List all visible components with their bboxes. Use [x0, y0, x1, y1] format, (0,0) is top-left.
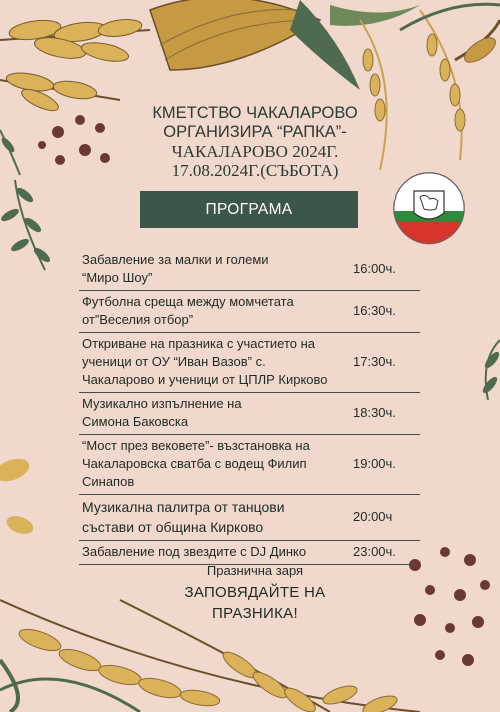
- description-line: Музикална палитра от танцови: [82, 499, 285, 515]
- schedule-description: [82, 497, 344, 537]
- schedule-description: [82, 335, 344, 389]
- description-line: състави от община Кирково: [82, 519, 264, 535]
- program-heading: ПРОГРАМА: [140, 191, 358, 228]
- event-title: [130, 104, 380, 180]
- description-line: Музикално изпълнение на: [82, 396, 242, 411]
- schedule-row: [79, 333, 420, 393]
- schedule-description: [82, 395, 344, 431]
- schedule-time: 19:00ч.: [353, 456, 396, 471]
- description-line: Симона Баковска: [82, 414, 189, 429]
- title-line-3: ЧАКАЛАРОВО 2024Г.: [171, 142, 339, 161]
- schedule-time: 18:30ч.: [353, 405, 396, 420]
- description-line: Чакаларово и ученици от ЦПЛР Кирково: [82, 372, 328, 387]
- leaf-right-icon: [481, 340, 500, 400]
- schedule-description: [82, 251, 344, 287]
- schedule-description: [82, 293, 344, 329]
- schedule-time: 23:00ч.: [353, 544, 396, 559]
- schedule-row: [79, 435, 420, 495]
- description-line: Откриване на празника с участието на: [82, 336, 316, 351]
- description-line: Забавление под звездите с DJ Динко: [82, 544, 307, 559]
- title-line-2: ОРГАНИЗИРА “РАПКА”-: [163, 123, 347, 141]
- program-schedule: [79, 249, 420, 565]
- description-line: Чакаларовска сватба с водещ Филип: [82, 456, 307, 471]
- fireworks-note: Празнична заря: [206, 563, 304, 578]
- schedule-row: [79, 291, 420, 333]
- description-line: ученици от ОУ “Иван Вазов” с.: [82, 354, 266, 369]
- grain-left-lower-icon: [4, 513, 36, 538]
- closing-invitation: [130, 582, 380, 624]
- schedule-description: [82, 437, 344, 491]
- grain-left-icon: [0, 454, 32, 485]
- schedule-time: 20:00ч: [353, 509, 393, 524]
- title-line-1: КМЕТСТВО ЧАКАЛАРОВО: [152, 104, 358, 122]
- corn-cob-icon: [150, 0, 420, 90]
- schedule-time: 17:30ч.: [353, 354, 396, 369]
- description-line: “Миро Шоу”: [82, 270, 153, 285]
- schedule-time: 16:30ч.: [353, 303, 396, 318]
- closing-line-1: ЗАПОВЯДАЙТЕ НА: [184, 584, 326, 601]
- schedule-row: [79, 541, 420, 565]
- schedule-row: [79, 393, 420, 435]
- seed-dots-upper-icon: [38, 115, 110, 165]
- wheat-top-left-icon: [0, 17, 150, 115]
- description-line: Забавление за малки и големи: [82, 252, 269, 267]
- leaf-sprig-left-icon: [0, 130, 52, 270]
- closing-line-2: ПРАЗНИКА!: [212, 605, 298, 622]
- schedule-row: [79, 249, 420, 291]
- wheat-top-right-icon: [360, 4, 500, 170]
- schedule-time: 16:00ч.: [353, 261, 396, 276]
- description-line: от”Веселия отбор”: [82, 312, 194, 327]
- schedule-description: [82, 543, 344, 561]
- description-line: “Мост през вековете”- възстановка на: [82, 438, 310, 453]
- title-line-4: 17.08.2024Г.(СЪБОТА): [171, 161, 339, 180]
- description-line: Футболна среща между момчетата: [82, 294, 294, 309]
- seed-dots-lower-icon: [409, 547, 490, 666]
- schedule-row: [79, 495, 420, 541]
- village-emblem-icon: [392, 171, 466, 245]
- description-line: Синапов: [82, 474, 135, 489]
